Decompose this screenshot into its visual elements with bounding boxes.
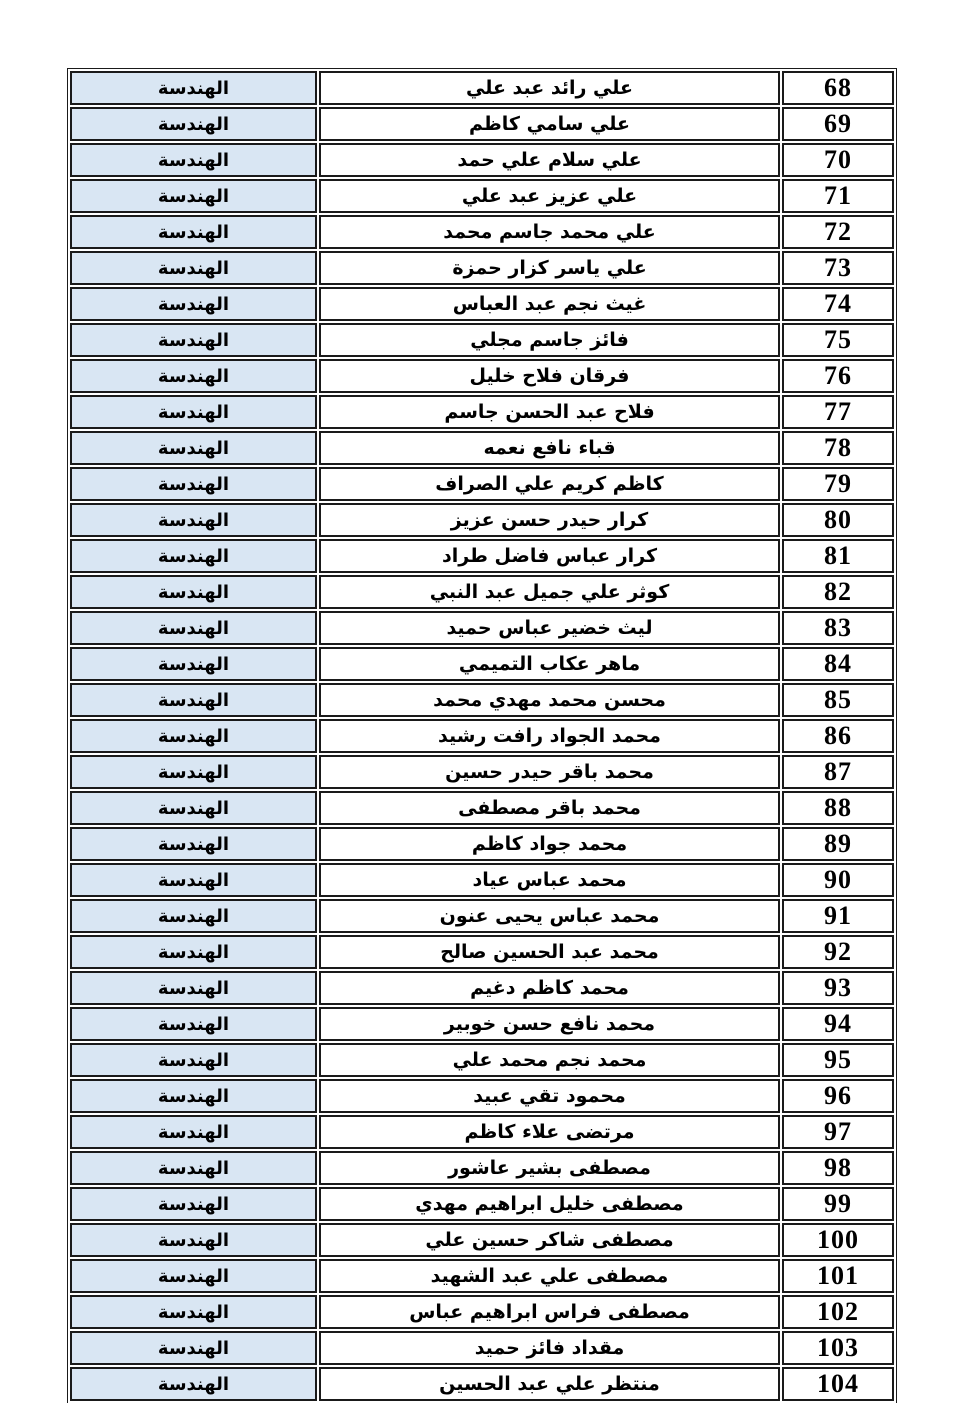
table-row: [70, 575, 894, 609]
table-row: [70, 971, 894, 1005]
college-cell: الهندسة: [70, 215, 317, 249]
table-row: [70, 719, 894, 753]
student-name-cell: محمد باقر حيدر حسين: [319, 755, 780, 789]
student-name-cell: كوثر علي جميل عبد النبي: [319, 575, 780, 609]
college-cell: الهندسة: [70, 935, 317, 969]
student-name-cell: مصطفى خليل ابراهيم مهدي: [319, 1187, 780, 1221]
serial-number-cell: 104: [782, 1367, 894, 1401]
serial-number-cell: 86: [782, 719, 894, 753]
college-cell: الهندسة: [70, 719, 317, 753]
college-cell: الهندسة: [70, 575, 317, 609]
serial-number-cell: 91: [782, 899, 894, 933]
student-name-cell: محسن محمد مهدي محمد: [319, 683, 780, 717]
table-row: [70, 1223, 894, 1257]
serial-number-cell: 76: [782, 359, 894, 393]
student-name-cell: غيث نجم عبد العباس: [319, 287, 780, 321]
college-cell: الهندسة: [70, 647, 317, 681]
table-row: [70, 791, 894, 825]
table-row: [70, 1043, 894, 1077]
serial-number-cell: 77: [782, 395, 894, 429]
serial-number-cell: 100: [782, 1223, 894, 1257]
table-row: [70, 503, 894, 537]
student-name-cell: علي محمد جاسم محمد: [319, 215, 780, 249]
serial-number-cell: 85: [782, 683, 894, 717]
college-cell: الهندسة: [70, 431, 317, 465]
table-row: [70, 1079, 894, 1113]
student-name-cell: كرار حيدر حسن عزيز: [319, 503, 780, 537]
student-name-cell: فرقان فلاح خليل: [319, 359, 780, 393]
serial-number-cell: 95: [782, 1043, 894, 1077]
student-name-cell: منتظر علي عبد الحسين: [319, 1367, 780, 1401]
serial-number-cell: 80: [782, 503, 894, 537]
college-cell: الهندسة: [70, 323, 317, 357]
table-row: [70, 1115, 894, 1149]
student-name-cell: محمد نجم محمد علي: [319, 1043, 780, 1077]
serial-number-cell: 90: [782, 863, 894, 897]
student-name-cell: كاظم كريم علي الصراف: [319, 467, 780, 501]
table-row: [70, 1007, 894, 1041]
serial-number-cell: 70: [782, 143, 894, 177]
student-name-cell: محمد عباس يحيى عنون: [319, 899, 780, 933]
table-row: [70, 1151, 894, 1185]
student-name-cell: محمد باقر مصطفى: [319, 791, 780, 825]
table-row: [70, 863, 894, 897]
student-roster-table: [67, 68, 897, 1403]
college-cell: الهندسة: [70, 863, 317, 897]
table-row: [70, 467, 894, 501]
serial-number-cell: 68: [782, 71, 894, 105]
table-row: [70, 323, 894, 357]
college-cell: الهندسة: [70, 1223, 317, 1257]
college-cell: الهندسة: [70, 1151, 317, 1185]
student-name-cell: مرتضى علاء كاظم: [319, 1115, 780, 1149]
serial-number-cell: 78: [782, 431, 894, 465]
table-row: [70, 215, 894, 249]
college-cell: الهندسة: [70, 1007, 317, 1041]
serial-number-cell: 94: [782, 1007, 894, 1041]
college-cell: الهندسة: [70, 287, 317, 321]
table-row: [70, 395, 894, 429]
college-cell: الهندسة: [70, 971, 317, 1005]
student-name-cell: محمد كاظم دغيم: [319, 971, 780, 1005]
serial-number-cell: 74: [782, 287, 894, 321]
student-name-cell: علي رائد عبد علي: [319, 71, 780, 105]
student-name-cell: محمد جواد كاظم: [319, 827, 780, 861]
table-row: [70, 1331, 894, 1365]
student-name-cell: محمد الجواد رافت رشيد: [319, 719, 780, 753]
student-name-cell: محمد نافع حسن خوبير: [319, 1007, 780, 1041]
serial-number-cell: 92: [782, 935, 894, 969]
college-cell: الهندسة: [70, 1115, 317, 1149]
college-cell: الهندسة: [70, 1187, 317, 1221]
serial-number-cell: 73: [782, 251, 894, 285]
table-row: [70, 1259, 894, 1293]
college-cell: الهندسة: [70, 791, 317, 825]
serial-number-cell: 75: [782, 323, 894, 357]
table-row: [70, 683, 894, 717]
serial-number-cell: 71: [782, 179, 894, 213]
college-cell: الهندسة: [70, 1079, 317, 1113]
college-cell: الهندسة: [70, 611, 317, 645]
student-name-cell: مصطفى فراس ابراهيم عباس: [319, 1295, 780, 1329]
serial-number-cell: 84: [782, 647, 894, 681]
college-cell: الهندسة: [70, 683, 317, 717]
table-row: [70, 359, 894, 393]
college-cell: الهندسة: [70, 107, 317, 141]
serial-number-cell: 97: [782, 1115, 894, 1149]
serial-number-cell: 103: [782, 1331, 894, 1365]
table-row: [70, 143, 894, 177]
student-name-cell: ليث خضير عباس حميد: [319, 611, 780, 645]
college-cell: الهندسة: [70, 827, 317, 861]
roster-body: [70, 71, 894, 1401]
table-row: [70, 1367, 894, 1401]
student-name-cell: قباء نافع نعمه: [319, 431, 780, 465]
student-name-cell: مصطفى علي عبد الشهيد: [319, 1259, 780, 1293]
table-row: [70, 107, 894, 141]
table-row: [70, 179, 894, 213]
table-row: [70, 1187, 894, 1221]
table-row: [70, 611, 894, 645]
student-name-cell: علي عزيز عبد علي: [319, 179, 780, 213]
college-cell: الهندسة: [70, 1367, 317, 1401]
serial-number-cell: 88: [782, 791, 894, 825]
table-row: [70, 935, 894, 969]
student-name-cell: فائز جاسم مجلي: [319, 323, 780, 357]
student-name-cell: كرار عباس فاضل طراد: [319, 539, 780, 573]
serial-number-cell: 89: [782, 827, 894, 861]
student-name-cell: محمد عباس عياد: [319, 863, 780, 897]
college-cell: الهندسة: [70, 71, 317, 105]
student-name-cell: محمود تقي عبيد: [319, 1079, 780, 1113]
student-name-cell: علي ياسر كزار حمزة: [319, 251, 780, 285]
serial-number-cell: 82: [782, 575, 894, 609]
student-name-cell: علي سلام علي حمد: [319, 143, 780, 177]
table-row: [70, 539, 894, 573]
serial-number-cell: 98: [782, 1151, 894, 1185]
serial-number-cell: 102: [782, 1295, 894, 1329]
serial-number-cell: 93: [782, 971, 894, 1005]
college-cell: الهندسة: [70, 179, 317, 213]
table-row: [70, 827, 894, 861]
college-cell: الهندسة: [70, 539, 317, 573]
college-cell: الهندسة: [70, 251, 317, 285]
serial-number-cell: 79: [782, 467, 894, 501]
table-row: [70, 71, 894, 105]
college-cell: الهندسة: [70, 899, 317, 933]
serial-number-cell: 99: [782, 1187, 894, 1221]
college-cell: الهندسة: [70, 359, 317, 393]
table-row: [70, 899, 894, 933]
student-name-cell: مصطفى بشير عاشور: [319, 1151, 780, 1185]
college-cell: الهندسة: [70, 395, 317, 429]
student-name-cell: فلاح عبد الحسن جاسم: [319, 395, 780, 429]
serial-number-cell: 81: [782, 539, 894, 573]
table-row: [70, 647, 894, 681]
college-cell: الهندسة: [70, 143, 317, 177]
college-cell: الهندسة: [70, 503, 317, 537]
college-cell: الهندسة: [70, 1043, 317, 1077]
serial-number-cell: 101: [782, 1259, 894, 1293]
table-row: [70, 755, 894, 789]
serial-number-cell: 96: [782, 1079, 894, 1113]
student-name-cell: مصطفى شاكر حسين علي: [319, 1223, 780, 1257]
serial-number-cell: 87: [782, 755, 894, 789]
table-row: [70, 1295, 894, 1329]
student-name-cell: مقداد فائز حميد: [319, 1331, 780, 1365]
college-cell: الهندسة: [70, 1259, 317, 1293]
college-cell: الهندسة: [70, 755, 317, 789]
serial-number-cell: 72: [782, 215, 894, 249]
table-row: [70, 287, 894, 321]
serial-number-cell: 83: [782, 611, 894, 645]
student-name-cell: ماهر عكاب التميمي: [319, 647, 780, 681]
student-name-cell: محمد عبد الحسين صالح: [319, 935, 780, 969]
serial-number-cell: 69: [782, 107, 894, 141]
table-row: [70, 431, 894, 465]
college-cell: الهندسة: [70, 467, 317, 501]
table-row: [70, 251, 894, 285]
college-cell: الهندسة: [70, 1331, 317, 1365]
student-name-cell: علي سامي كاظم: [319, 107, 780, 141]
college-cell: الهندسة: [70, 1295, 317, 1329]
